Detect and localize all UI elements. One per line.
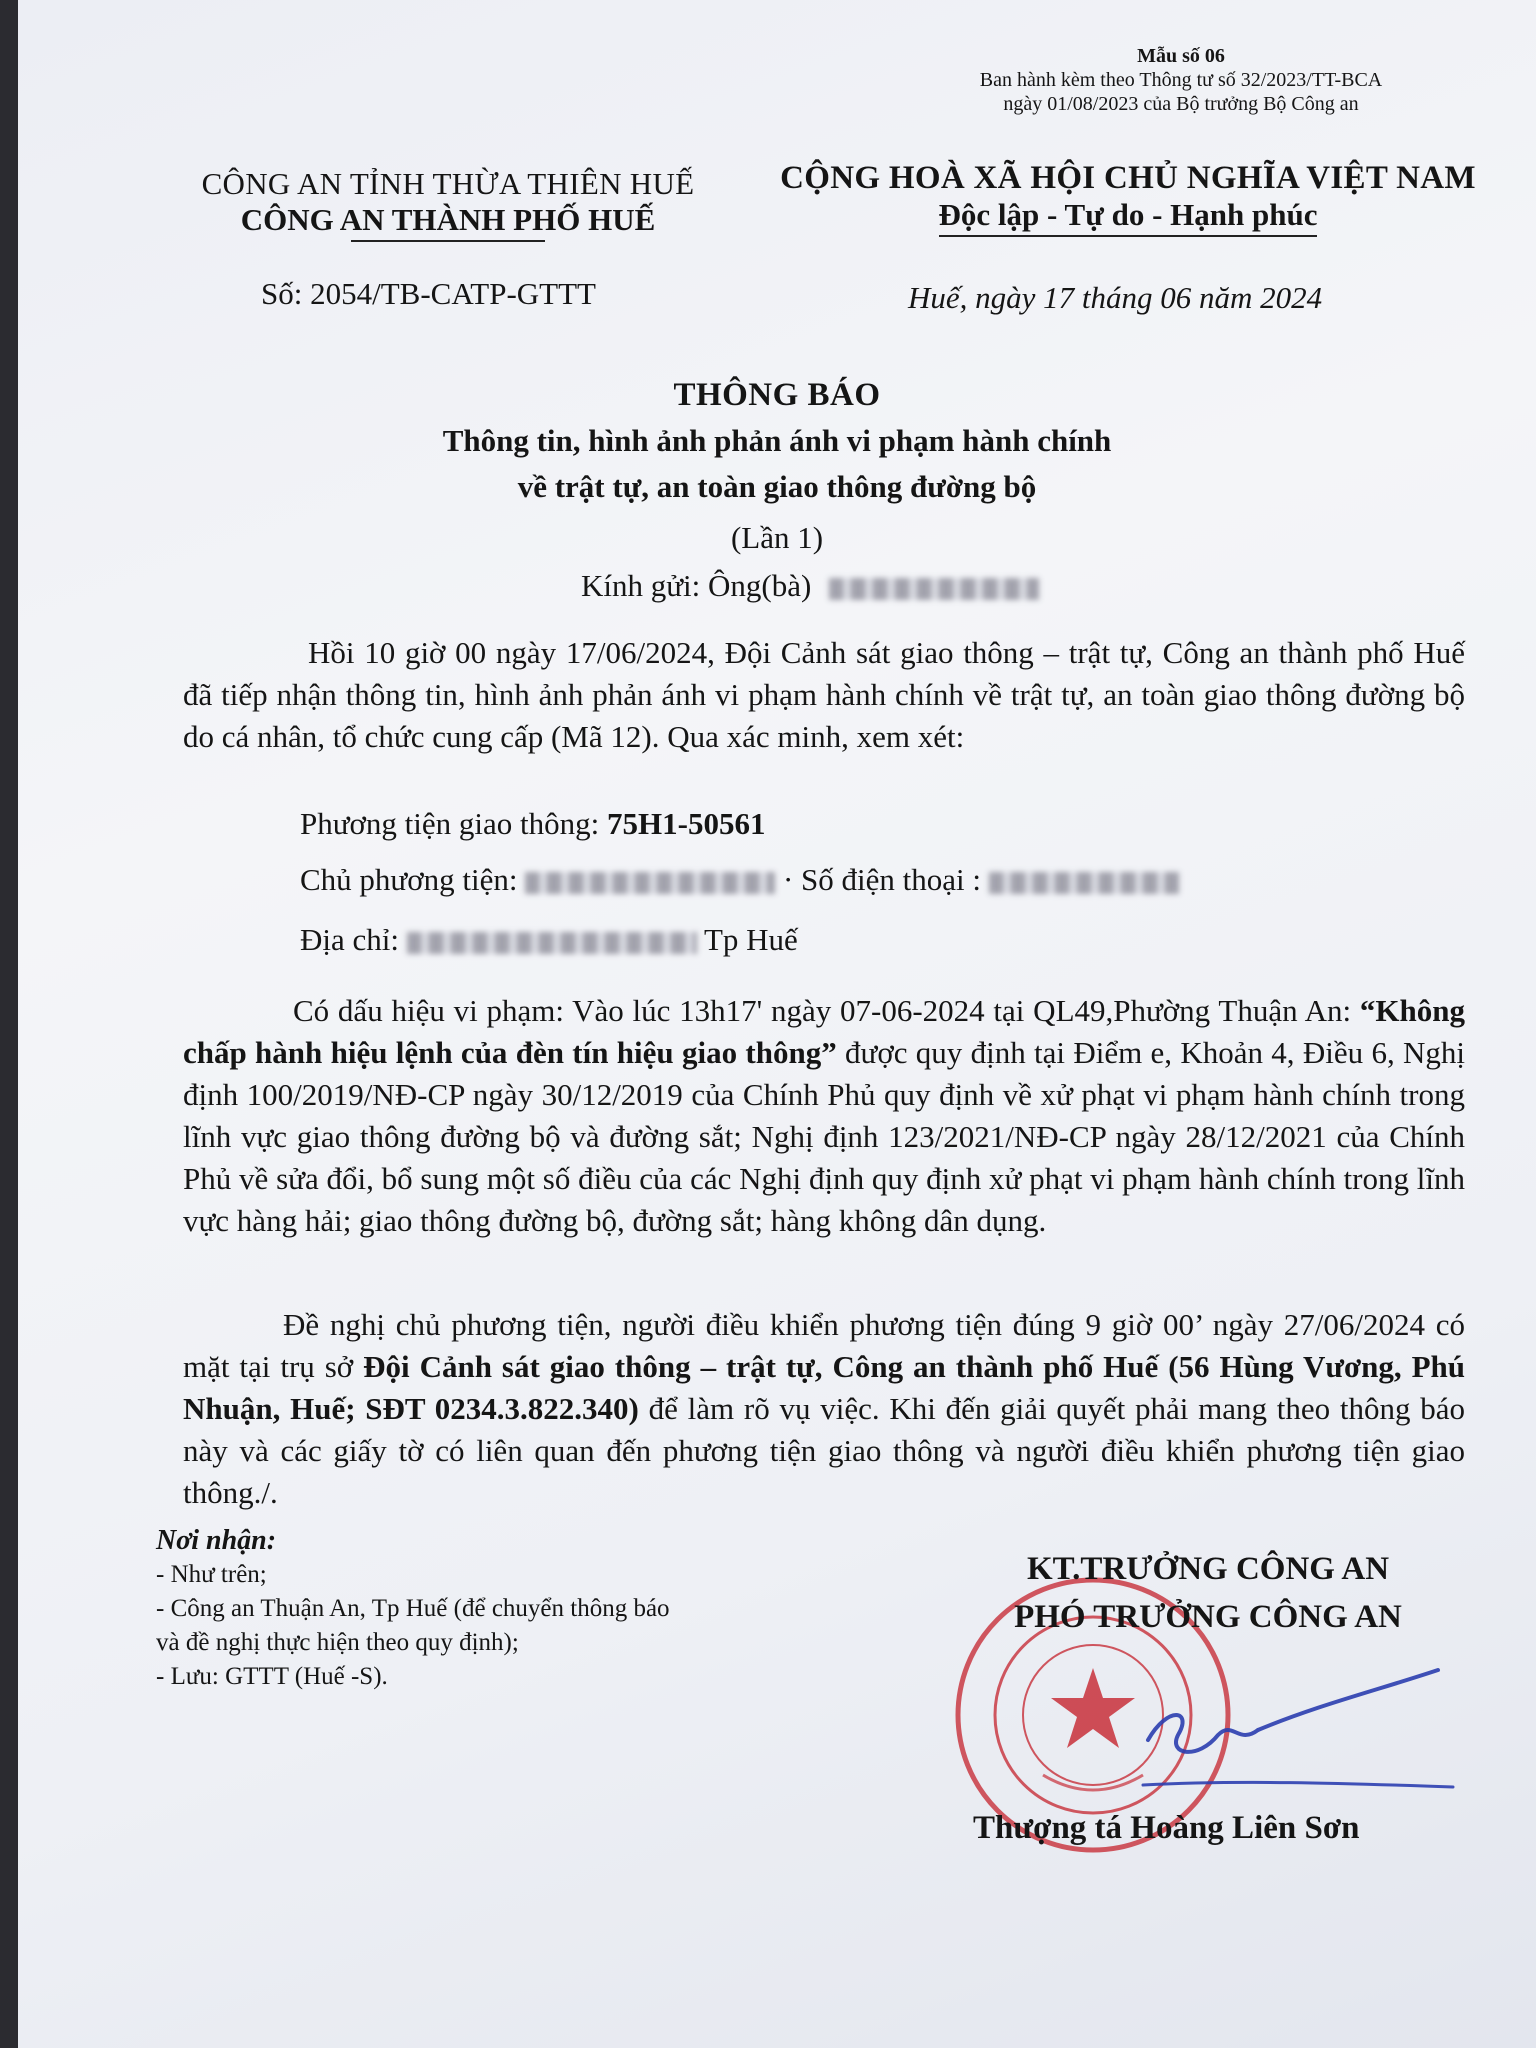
document-subtitle-2: về trật tự, an toàn giao thông đường bộ — [517, 469, 1037, 504]
recipient-item-2b: và đề nghị thực hiện theo quy định); — [156, 1629, 519, 1656]
recipient-item-1: - Như trên; — [156, 1561, 267, 1588]
signature-block — [948, 1545, 1468, 1641]
signer-name: Thượng tá Hoàng Liên Sơn — [973, 1810, 1360, 1846]
redacted-name — [829, 578, 1039, 600]
recipient-item-2a: - Công an Thuận An, Tp Huế (để chuyển thông báo — [156, 1595, 670, 1622]
national-motto: Độc lập - Tự do - Hạnh phúc — [938, 197, 1318, 232]
document-title: THÔNG BÁO — [673, 377, 881, 413]
paragraph-intro: Hồi 10 giờ 00 ngày 17/06/2024, Đội Cảnh sát giao thông – trật tự, Công an thành phố Huế đã tiếp nhận thông tin, hình ảnh phản ánh vi phạm hành chính về trật tự, an toàn giao thông đường bộ do cá nhân, tổ chức cung cấp (Mã 12). Qua xác minh, xem xét: — [183, 635, 1465, 754]
vehicle-line — [300, 806, 765, 842]
signing-authority: KT.TRƯỞNG CÔNG AN — [1026, 1551, 1390, 1587]
license-plate: 75H1-50561 — [607, 806, 766, 841]
issuing-agency — [168, 166, 728, 238]
form-number: Mẫu số 06 — [1137, 45, 1225, 67]
signer-position: PHÓ TRƯỞNG CÔNG AN — [1014, 1599, 1402, 1635]
vehicle-label: Phương tiện giao thông: — [300, 806, 608, 841]
notice-round: (Lần 1) — [730, 520, 824, 555]
national-header — [748, 160, 1508, 233]
addressee-label: Kính gửi: Ông(bà) — [581, 568, 812, 603]
issuing-unit: CÔNG AN THÀNH PHỐ HUẾ — [240, 202, 656, 237]
phone-label: · Số điện thoại : — [782, 862, 989, 897]
paragraph-violation — [183, 990, 1465, 1242]
address-line — [300, 922, 798, 958]
owner-line — [300, 862, 1179, 898]
addressee-line — [581, 568, 1039, 604]
redacted-phone — [989, 872, 1179, 894]
request-place: Đội Cảnh sát giao thông – trật tự, Công an thành phố Huế (56 Hùng Vương, Phú Nhuận, Huế; SĐT 0234.3.822.340) — [183, 1349, 1465, 1426]
redacted-address — [407, 932, 697, 954]
form-issue-line-1: Ban hành kèm theo Thông tư số 32/2023/TT-BCA — [979, 69, 1383, 91]
form-info — [921, 44, 1441, 116]
address-label: Địa chỉ: — [300, 922, 407, 957]
country-name: CỘNG HOÀ XÃ HỘI CHỦ NGHĨA VIỆT NAM — [780, 160, 1476, 196]
violation-legal-basis: được quy định tại Điểm e, Khoản 4, Điều 6, Nghị định 100/2019/NĐ-CP ngày 30/12/2019 của Chính Phủ quy định về xử phạt vi phạm hành chính trong lĩnh vực giao thông đường bộ và đường sắt; Nghị định 123/2021/NĐ-CP ngày 28/12/2021 của Chính Phủ về sửa đổi, bổ sung một số điều của các Nghị định quy định xử phạt vi phạm hành chính trong lĩnh vực hàng hải; giao thông đường bộ, đường sắt; hàng không dân dụng. — [183, 1035, 1466, 1238]
form-issue-line-2: ngày 01/08/2023 của Bộ trưởng Bộ Công an — [1003, 93, 1359, 115]
handwritten-signature-icon — [1138, 1665, 1458, 1795]
document-title-block — [18, 372, 1536, 564]
document-number: Số: 2054/TB-CATP-GTTT — [261, 276, 596, 311]
violation-offense: “Không chấp hành hiệu lệnh của đèn tín hiệu giao thông” — [183, 993, 1465, 1070]
owner-label: Chủ phương tiện: — [300, 862, 526, 897]
recipient-item-3: - Lưu: GTTT (Huế -S). — [156, 1663, 388, 1690]
violation-intro: Có dấu hiệu vi phạm: Vào lúc 13h17' ngày 07-06-2024 tại QL49,Phường Thuận An: — [293, 993, 1360, 1028]
dateline: Huế, ngày 17 tháng 06 năm 2024 — [908, 280, 1323, 315]
paragraph-request — [183, 1304, 1465, 1514]
request-intro: Đề nghị chủ phương tiện, người điều khiển phương tiện đúng 9 giờ 00’ ngày 27/06/2024 có mặt tại trụ sở — [183, 1307, 1465, 1384]
recipients-header: Nơi nhận: — [156, 1525, 277, 1556]
request-rest: để làm rõ vụ việc. Khi đến giải quyết phải mang theo thông báo này và các giấy tờ có liên quan đến phương tiện giao thông và người điều khiển phương tiện giao thông./. — [183, 1391, 1465, 1510]
parent-agency: CÔNG AN TỈNH THỪA THIÊN HUẾ — [201, 166, 695, 201]
recipients-list — [156, 1524, 670, 1694]
address-city: Tp Huế — [696, 922, 798, 957]
document-page — [18, 0, 1536, 2048]
redacted-owner — [525, 872, 775, 894]
document-subtitle-1: Thông tin, hình ảnh phản ánh vi phạm hành chính — [442, 423, 1112, 458]
